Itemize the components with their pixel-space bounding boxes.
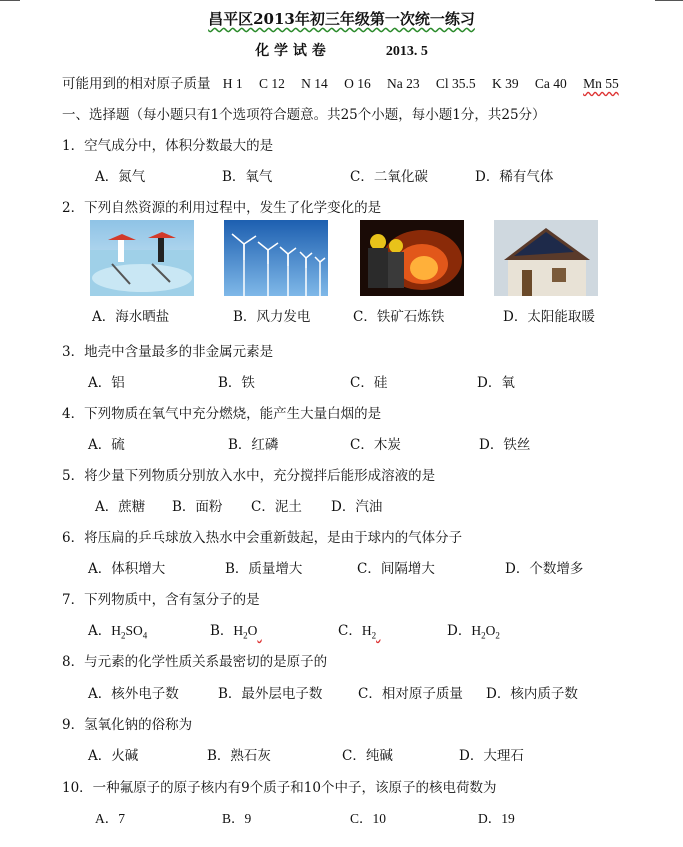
question-3-option-b: B．铁 — [218, 375, 255, 391]
atomic-mass-k: K 39 — [491, 76, 519, 91]
question-2-option-a: A．海水晒盐 — [92, 309, 170, 325]
atomic-mass-n: N 14 — [301, 76, 328, 91]
formula-h2o: $H_2O$ — [233, 623, 258, 641]
question-4-option-c: C．木炭 — [350, 437, 401, 453]
question-1-option-c: C．二氧化碳 — [350, 169, 428, 185]
question-6-option-d: D．个数增多 — [505, 561, 584, 577]
question-10-option-d: D．19 — [478, 811, 515, 826]
question-7-option-c: C．$H_2$ — [338, 619, 436, 641]
question-3-option-d: D．氧 — [477, 375, 515, 391]
question-9-option-b: B．熟石灰 — [207, 748, 271, 764]
atomic-mass-cl: Cl 35.5 — [435, 76, 476, 91]
atomic-mass-na: Na 23 — [387, 76, 420, 91]
subject-label: 化 学 试 卷 — [255, 43, 326, 59]
formula-h2so4: $H_2SO_4$ — [111, 623, 148, 641]
question-7-option-b: B．$H_2O$ — [210, 619, 303, 641]
atomic-mass-o: O 16 — [344, 76, 371, 91]
page-subtitle — [0, 40, 683, 60]
question-10-option-b: B．9 — [222, 811, 252, 826]
question-10-stem: 10．一种氟原子的原子核内有9个质子和10个中子，该原子的核电荷数为 — [62, 780, 497, 796]
section-heading: 一、选择题（每小题只有1个选项符合题意。共25个小题，每小题1分，共25分） — [62, 107, 546, 123]
iron-smelting-image — [360, 220, 464, 296]
question-5-option-b: B．面粉 — [172, 499, 223, 515]
atomic-mass-ca: Ca 40 — [534, 76, 567, 91]
question-7-option-a: A．$H_2SO_4$ — [88, 623, 148, 641]
atomic-mass-mn: Mn 55 — [583, 76, 619, 91]
question-10-option-c: C．10 — [350, 811, 387, 826]
question-8-option-d: D．核内质子数 — [486, 686, 578, 702]
question-4-option-a: A．硫 — [88, 437, 125, 453]
question-5-option-d: D．汽油 — [331, 499, 383, 515]
question-2-option-b: B．风力发电 — [233, 309, 311, 325]
question-9-option-c: C．纯碱 — [342, 748, 393, 764]
question-9-option-d: D．大理石 — [459, 748, 524, 764]
question-4-option-d: D．铁丝 — [479, 437, 531, 453]
question-4-option-b: B．红磷 — [228, 437, 279, 453]
solar-house-image — [494, 220, 598, 296]
atomic-mass-h: H 1 — [222, 76, 243, 91]
page-border-left — [0, 0, 20, 1]
question-1-option-d: D．稀有气体 — [475, 169, 554, 185]
question-2-stem: 2．下列自然资源的利用过程中，发生了化学变化的是 — [62, 200, 382, 216]
atomic-mass-line: 可能用到的相对原子质量 H 1 C 12 N 14 O 16 Na 23 Cl 35.5 K 39 Ca 40 Mn 55 — [62, 76, 619, 92]
question-7-option-d: D．$H_2O_2$ — [447, 623, 500, 641]
question-6-option-b: B．质量增大 — [225, 561, 303, 577]
question-3-stem: 3．地壳中含量最多的非金属元素是 — [62, 344, 274, 360]
question-5-option-c: C．泥土 — [251, 499, 302, 515]
question-9-option-a: A．火碱 — [88, 748, 139, 764]
question-7-stem: 7．下列物质中，含有氢分子的是 — [62, 592, 260, 608]
formula-h2o2: $H_2O_2$ — [471, 623, 500, 641]
question-6-stem: 6．将压扁的乒乓球放入热水中会重新鼓起，是由于球内的气体分子 — [62, 530, 463, 546]
question-6-option-c: C．间隔增大 — [357, 561, 435, 577]
wind-turbine-image — [224, 220, 328, 296]
question-1-option-b: B．氧气 — [222, 169, 273, 185]
question-2-option-d: D．太阳能取暖 — [503, 309, 595, 325]
spellcheck-mark — [257, 623, 303, 639]
question-3-option-c: C．硅 — [350, 375, 388, 391]
question-4-stem: 4．下列物质在氧气中充分燃烧，能产生大量白烟的是 — [62, 406, 382, 422]
question-2-option-c: C．铁矿石炼铁 — [353, 309, 445, 325]
question-8-option-c: C．相对原子质量 — [358, 686, 463, 702]
salt-pan-image — [90, 220, 194, 296]
formula-h2: $H_2$ — [361, 623, 377, 641]
question-1-stem: 1．空气成分中，体积分数最大的是 — [62, 138, 274, 154]
question-1-option-a: A．氮气 — [95, 169, 146, 185]
page-border-right — [655, 0, 683, 1]
question-8-option-b: B．最外层电子数 — [218, 686, 323, 702]
question-5-option-a: A．蔗糖 — [95, 499, 146, 515]
question-8-option-a: A．核外电子数 — [88, 686, 179, 702]
question-6-option-a: A．体积增大 — [88, 561, 166, 577]
exam-date: 2013. 5 — [385, 44, 428, 59]
question-8-stem: 8．与元素的化学性质关系最密切的是原子的 — [62, 654, 328, 670]
question-9-stem: 9．氢氧化钠的俗称为 — [62, 717, 193, 733]
question-5-stem: 5．将少量下列物质分别放入水中，充分搅拌后能形成溶液的是 — [62, 468, 436, 484]
question-10-option-a: A．7 — [95, 811, 125, 826]
question-3-option-a: A．铝 — [88, 375, 125, 391]
page-title: 昌平区2013年初三年级第一次统一练习 — [208, 10, 475, 28]
atomic-mass-c: C 12 — [258, 76, 285, 91]
spellcheck-mark — [376, 623, 436, 639]
